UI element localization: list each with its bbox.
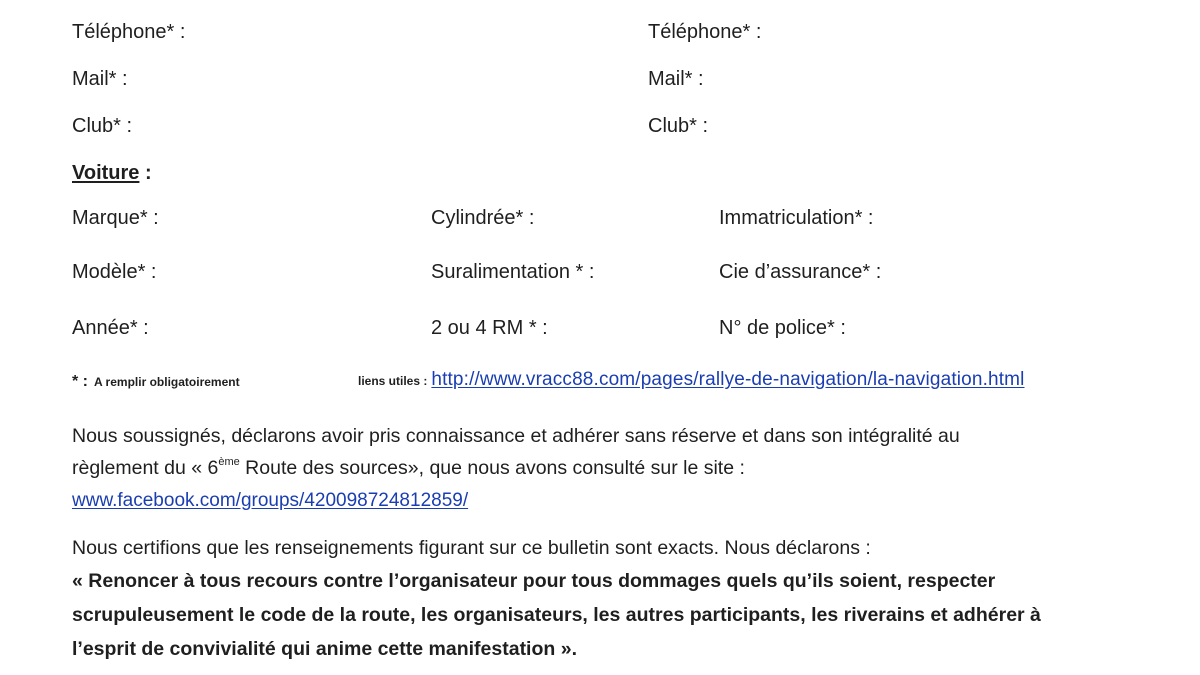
car-section-title-text: Voiture bbox=[72, 162, 140, 184]
certification-paragraph bbox=[72, 532, 1147, 666]
useful-links bbox=[358, 369, 1025, 391]
modele-label: Modèle* : bbox=[72, 261, 157, 283]
cylindree-label: Cylindrée* : bbox=[431, 207, 535, 229]
suralimentation-label: Suralimentation * : bbox=[431, 261, 595, 283]
right-phone-label: Téléphone* : bbox=[648, 21, 762, 43]
required-star: * : bbox=[72, 373, 88, 390]
police-label: N° de police* : bbox=[719, 317, 846, 339]
required-note bbox=[72, 374, 240, 390]
rm-label: 2 ou 4 RM * : bbox=[431, 317, 548, 339]
waiver-line-2: scrupuleusement le code de la route, les organisateurs, les autres participants, les riverains et adhérer à bbox=[72, 604, 1041, 626]
right-club-label: Club* : bbox=[648, 115, 709, 137]
declaration-line-3 bbox=[72, 484, 1147, 517]
declaration-paragraph bbox=[72, 420, 1147, 517]
immatriculation-label: Immatriculation* : bbox=[719, 207, 874, 229]
annee-label: Année* : bbox=[72, 317, 149, 339]
car-section-title-suffix: : bbox=[139, 162, 152, 184]
certification-intro: Nous certifions que les renseignements figurant sur ce bulletin sont exacts. Nous déclarons : bbox=[72, 537, 871, 559]
right-mail-label: Mail* : bbox=[648, 68, 704, 90]
declaration-line-2-suffix: Route des sources», que nous avons consulté sur le site : bbox=[239, 457, 745, 479]
facebook-group-link[interactable]: www.facebook.com/groups/420098724812859/ bbox=[72, 490, 469, 511]
waiver-statement bbox=[72, 564, 1147, 666]
vracc-navigation-link[interactable]: http://www.vracc88.com/pages/rallye-de-navigation/la-navigation.html bbox=[431, 369, 1025, 390]
useful-links-label: liens utiles : bbox=[358, 374, 428, 388]
declaration-line-2 bbox=[72, 452, 1147, 484]
edition-superscript: ème bbox=[218, 456, 240, 468]
waiver-line-1: « Renoncer à tous recours contre l’organisateur pour tous dommages quels qu’ils soient, respecter bbox=[72, 570, 996, 592]
declaration-line-2-prefix: règlement du « 6 bbox=[72, 457, 219, 479]
marque-label: Marque* : bbox=[72, 207, 159, 229]
car-section-title bbox=[72, 161, 152, 185]
required-note-text: A remplir obligatoirement bbox=[94, 375, 240, 389]
declaration-line-1: Nous soussignés, déclarons avoir pris connaissance et adhérer sans réserve et dans son intégralité au bbox=[72, 425, 960, 447]
left-mail-label: Mail* : bbox=[72, 68, 128, 90]
assurance-label: Cie d’assurance* : bbox=[719, 261, 882, 283]
left-club-label: Club* : bbox=[72, 115, 133, 137]
waiver-line-3: l’esprit de convivialité qui anime cette manifestation ». bbox=[72, 638, 577, 660]
left-phone-label: Téléphone* : bbox=[72, 21, 186, 43]
